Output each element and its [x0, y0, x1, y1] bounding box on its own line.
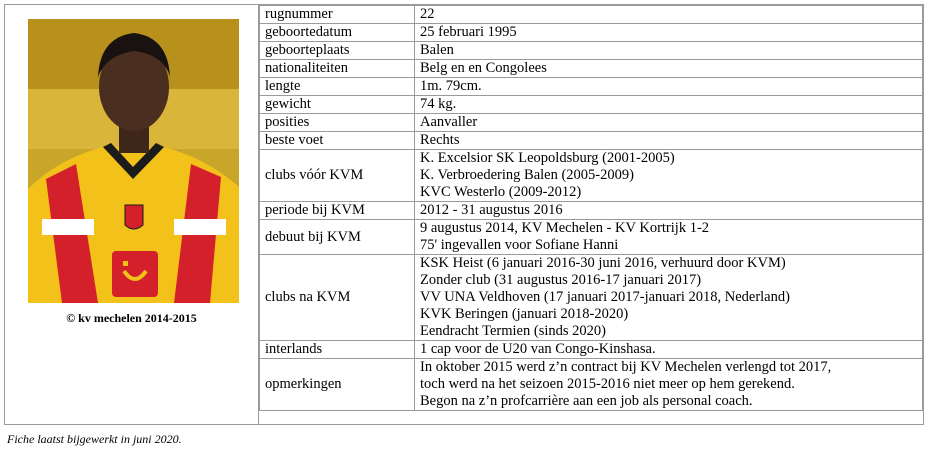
row-value	[415, 150, 923, 202]
row-value-line: K. Verbroedering Balen (2005-2009)	[420, 167, 634, 183]
row-value-line: Balen	[420, 42, 454, 58]
row-value-line: Rechts	[420, 132, 460, 148]
row-value-line: toch werd na het seizoen 2015-2016 niet meer op hem gerekend.	[420, 376, 795, 392]
row-label: geboortedatum	[260, 24, 415, 42]
row-value-line: Zonder club (31 augustus 2016-17 januari 2017)	[420, 272, 702, 288]
row-value-line: VV UNA Veldhoven (17 januari 2017-januari 2018, Nederland)	[420, 289, 790, 305]
row-label: geboorteplaats	[260, 42, 415, 60]
row-value	[415, 6, 923, 24]
footnote: Fiche laatst bijgewerkt in juni 2020.	[7, 432, 182, 446]
row-value-line: 25 februari 1995	[420, 24, 517, 40]
row-value-line: In oktober 2015 werd z’n contract bij KV Mechelen verlengd tot 2017,	[420, 359, 832, 375]
photo-column	[5, 5, 259, 424]
facts-table-body	[260, 6, 923, 411]
table-row	[260, 202, 923, 220]
row-label: beste voet	[260, 132, 415, 150]
player-photo	[28, 19, 239, 303]
table-row	[260, 359, 923, 411]
row-value-line: 1m. 79cm.	[420, 78, 482, 94]
row-value-line: Aanvaller	[420, 114, 478, 130]
row-value-line: Begon na z’n profcarrière aan een job als personal coach.	[420, 393, 753, 409]
row-value-line: KVC Westerlo (2009-2012)	[420, 184, 582, 200]
row-value-line: KSK Heist (6 januari 2016-30 juni 2016, verhuurd door KVM)	[420, 255, 786, 271]
table-row	[260, 6, 923, 24]
table-row	[260, 255, 923, 341]
row-label: nationaliteiten	[260, 60, 415, 78]
table-row	[260, 42, 923, 60]
row-value	[415, 60, 923, 78]
table-row	[260, 24, 923, 42]
row-value-line: Belg en en Congolees	[420, 60, 547, 76]
table-row	[260, 96, 923, 114]
table-row	[260, 78, 923, 96]
row-value-line: 2012 - 31 augustus 2016	[420, 202, 563, 218]
row-value	[415, 132, 923, 150]
row-value-line: 75' ingevallen voor Sofiane Hanni	[420, 237, 619, 253]
row-value-line: 1 cap voor de U20 van Congo-Kinshasa.	[420, 341, 656, 357]
table-row	[260, 60, 923, 78]
row-label: posities	[260, 114, 415, 132]
row-label: clubs vóór KVM	[260, 150, 415, 202]
row-label: opmerkingen	[260, 359, 415, 411]
row-value	[415, 341, 923, 359]
row-value-line: 22	[420, 6, 435, 22]
row-value-line: Eendracht Termien (sinds 2020)	[420, 323, 606, 339]
row-label: clubs na KVM	[260, 255, 415, 341]
row-label: interlands	[260, 341, 415, 359]
row-value-line: KVK Beringen (januari 2018-2020)	[420, 306, 629, 322]
table-row	[260, 150, 923, 202]
row-value	[415, 96, 923, 114]
row-value	[415, 78, 923, 96]
row-value-line: 9 augustus 2014, KV Mechelen - KV Kortrijk 1-2	[420, 220, 710, 236]
row-value	[415, 255, 923, 341]
row-value-line: 74 kg.	[420, 96, 457, 112]
row-value	[415, 24, 923, 42]
table-row	[260, 341, 923, 359]
facts-table	[259, 5, 923, 411]
row-label: debuut bij KVM	[260, 220, 415, 255]
row-label: rugnummer	[260, 6, 415, 24]
row-value-line: K. Excelsior SK Leopoldsburg (2001-2005)	[420, 150, 675, 166]
row-label: gewicht	[260, 96, 415, 114]
row-value	[415, 220, 923, 255]
row-value	[415, 42, 923, 60]
row-label: lengte	[260, 78, 415, 96]
row-label: periode bij KVM	[260, 202, 415, 220]
row-value	[415, 359, 923, 411]
photo-caption: © kv mechelen 2014-2015	[66, 311, 197, 325]
row-value	[415, 114, 923, 132]
player-portrait-image	[28, 19, 239, 303]
player-card	[4, 4, 924, 425]
table-row	[260, 114, 923, 132]
table-row	[260, 132, 923, 150]
row-value	[415, 202, 923, 220]
table-row	[260, 220, 923, 255]
